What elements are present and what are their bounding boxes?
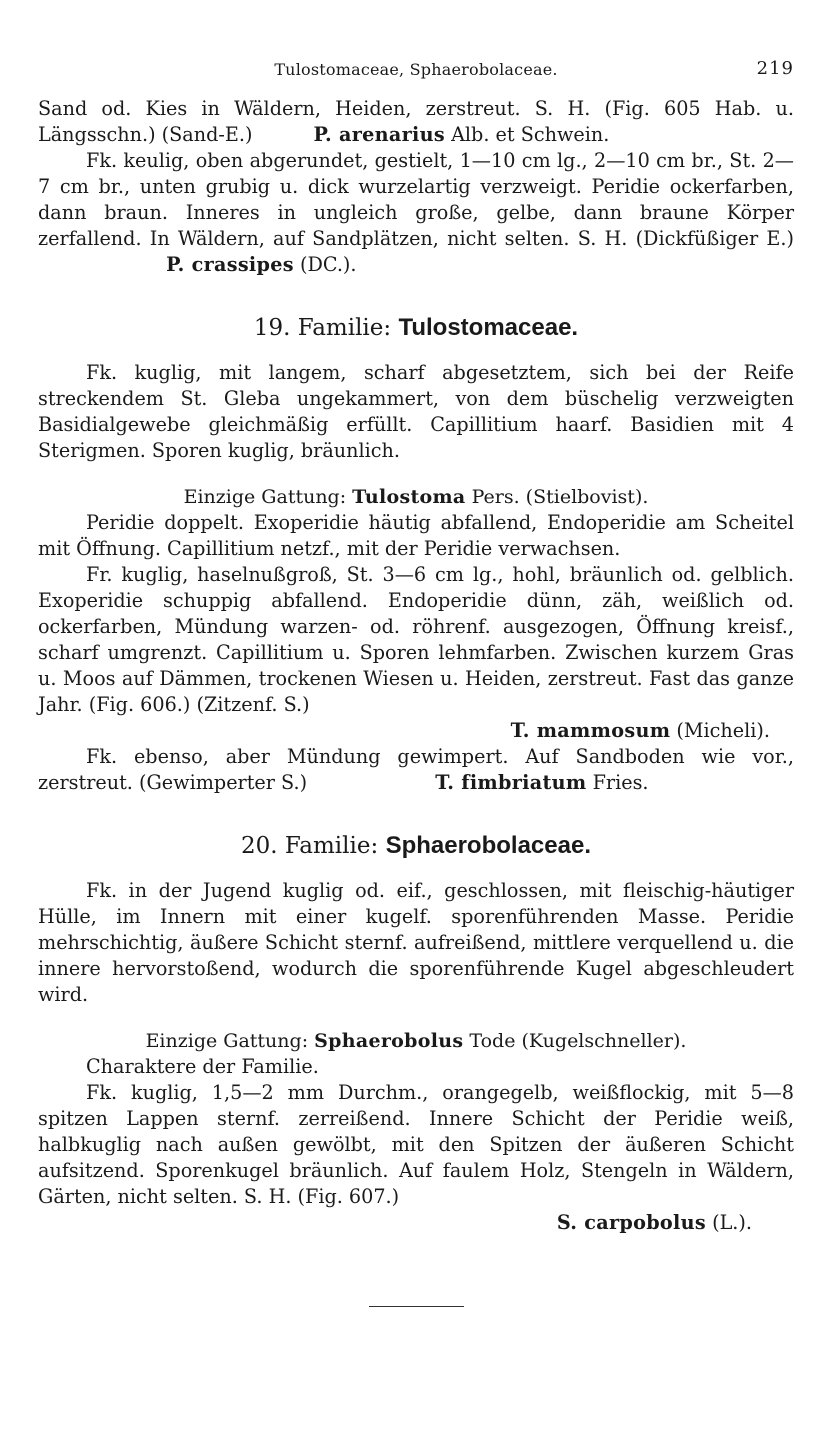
species-author: (L.). xyxy=(712,1211,752,1234)
family-name: Tulostomaceae. xyxy=(398,314,579,341)
species-entry-arenarius xyxy=(38,96,794,148)
genus-prefix: Einzige Gattung: xyxy=(145,1030,309,1052)
species-name: P. arenarius xyxy=(313,123,445,146)
end-rule xyxy=(369,1306,464,1307)
family-description-19: Fk. kuglig, mit langem, scharf abgesetztem, sich bei der Reife streckendem St. Gleba ungekammert, von dem büschelig verzweigten Basidialgewebe gleichmäßig erfüllt. Capillitium haarf. Basidien mit 4 Sterigmen. Sporen kuglig, bräunlich. xyxy=(38,361,794,462)
genus-description-sphaerobolus: Charaktere der Familie. xyxy=(86,1055,319,1078)
genus-description-tulostoma: Peridie doppelt. Exoperidie häutig abfallend, Endoperidie am Scheitel mit Öffnung. Capillitium netzf., mit der Peridie verwachsen. xyxy=(38,511,794,560)
genus-suffix: Tode (Kugelschneller). xyxy=(469,1030,687,1052)
species-entry-fimbriatum xyxy=(38,744,794,796)
species-author: Fries. xyxy=(592,771,649,794)
family-name: Sphaerobolaceae. xyxy=(385,832,591,859)
family-number: 20. Familie: xyxy=(241,833,379,859)
species-name: P. crassipes xyxy=(166,253,294,276)
family-number: 19. Familie: xyxy=(253,315,392,341)
family-heading-20 xyxy=(38,832,794,860)
species-text: Fk. keulig, oben abgerundet, gestielt, 1—10 cm lg., 2—10 cm br., St. 2—7 cm br., unten grubig u. dick wurzelartig verzweigt. Peridie ockerfarben, dann braun. Inneres in ungleich große, gelbe, dann braune Körper zerfallend. In Wäldern, auf Sandplätzen, nicht selten. S. H. (Dickfüßiger E.) xyxy=(38,149,794,250)
species-name: S. carpobolus xyxy=(556,1211,706,1234)
book-page xyxy=(38,58,794,1307)
species-text: Sand od. Kies in Wäldern, Heiden, zerstreut. S. H. (Fig. 605 Hab. u. Längsschn.) (Sand-E.) xyxy=(38,97,794,146)
family-description-20: Fk. in der Jugend kuglig od. eif., geschlossen, mit fleischig-häutiger Hülle, im Innern mit einer kugelf. sporenführenden Masse. Peridie mehrschichtig, äußere Schicht sternf. aufreißend, mittlere verquellend u. die innere hervorstoßend, wodurch die sporenführende Kugel abgeschleudert wird. xyxy=(38,879,794,1006)
family-heading-19 xyxy=(38,314,794,342)
species-author: Alb. et Schwein. xyxy=(451,123,610,146)
species-entry-crassipes xyxy=(38,148,794,278)
species-name: T. mammosum xyxy=(510,719,671,742)
species-text: Fk. ebenso, aber Mündung gewimpert. Auf Sandboden wie vor., zerstreut. (Gewimperter S.) xyxy=(38,745,794,794)
species-name: T. fimbriatum xyxy=(435,771,587,794)
genus-line-sphaerobolus xyxy=(38,1030,794,1052)
species-entry-carpobolus-text: Fk. kuglig, 1,5—2 mm Durchm., orangegelb, weißflockig, mit 5—8 spitzen Lappen sternf. zerreißend. Innere Schicht der Peridie weiß, halbkuglig nach außen gewölbt, mit den Spitzen der äußeren Schicht aufsitzend. Sporenkugel bräunlich. Auf faulem Holz, Stengeln in Wäldern, Gärten, nicht selten. S. H. (Fig. 607.) xyxy=(38,1081,794,1208)
genus-name: Sphaerobolus xyxy=(314,1030,464,1052)
species-entry-mammosum-text: Fr. kuglig, haselnußgroß, St. 3—6 cm lg., hohl, bräunlich od. gelblich. Exoperidie schuppig abfallend. Endoperidie dünn, zäh, weißlich od. ockerfarben, Mündung warzen- od. röhrenf. ausgezogen, Öffnung kreisf., scharf umgrenzt. Capillitium u. Sporen lehmfarben. Zwischen kurzem Gras u. Moos auf Dämmen, trockenen Wiesen u. Heiden, zerstreut. Fast das ganze Jahr. (Fig. 606.) (Zitzenf. S.) xyxy=(38,563,794,716)
page-number: 219 xyxy=(756,58,794,79)
genus-prefix: Einzige Gattung: xyxy=(183,486,347,508)
genus-name: Tulostoma xyxy=(352,486,466,508)
running-title: Tulostomaceae, Sphaerobolaceae. xyxy=(274,60,558,79)
species-entry-carpobolus-name xyxy=(38,1210,794,1236)
species-author: (Micheli). xyxy=(676,719,770,742)
species-entry-mammosum-name xyxy=(38,718,794,744)
genus-suffix: Pers. (Stielbovist). xyxy=(471,486,649,508)
page-header xyxy=(38,58,794,88)
species-author: (DC.). xyxy=(299,253,357,276)
genus-line-tulostoma xyxy=(38,486,794,508)
